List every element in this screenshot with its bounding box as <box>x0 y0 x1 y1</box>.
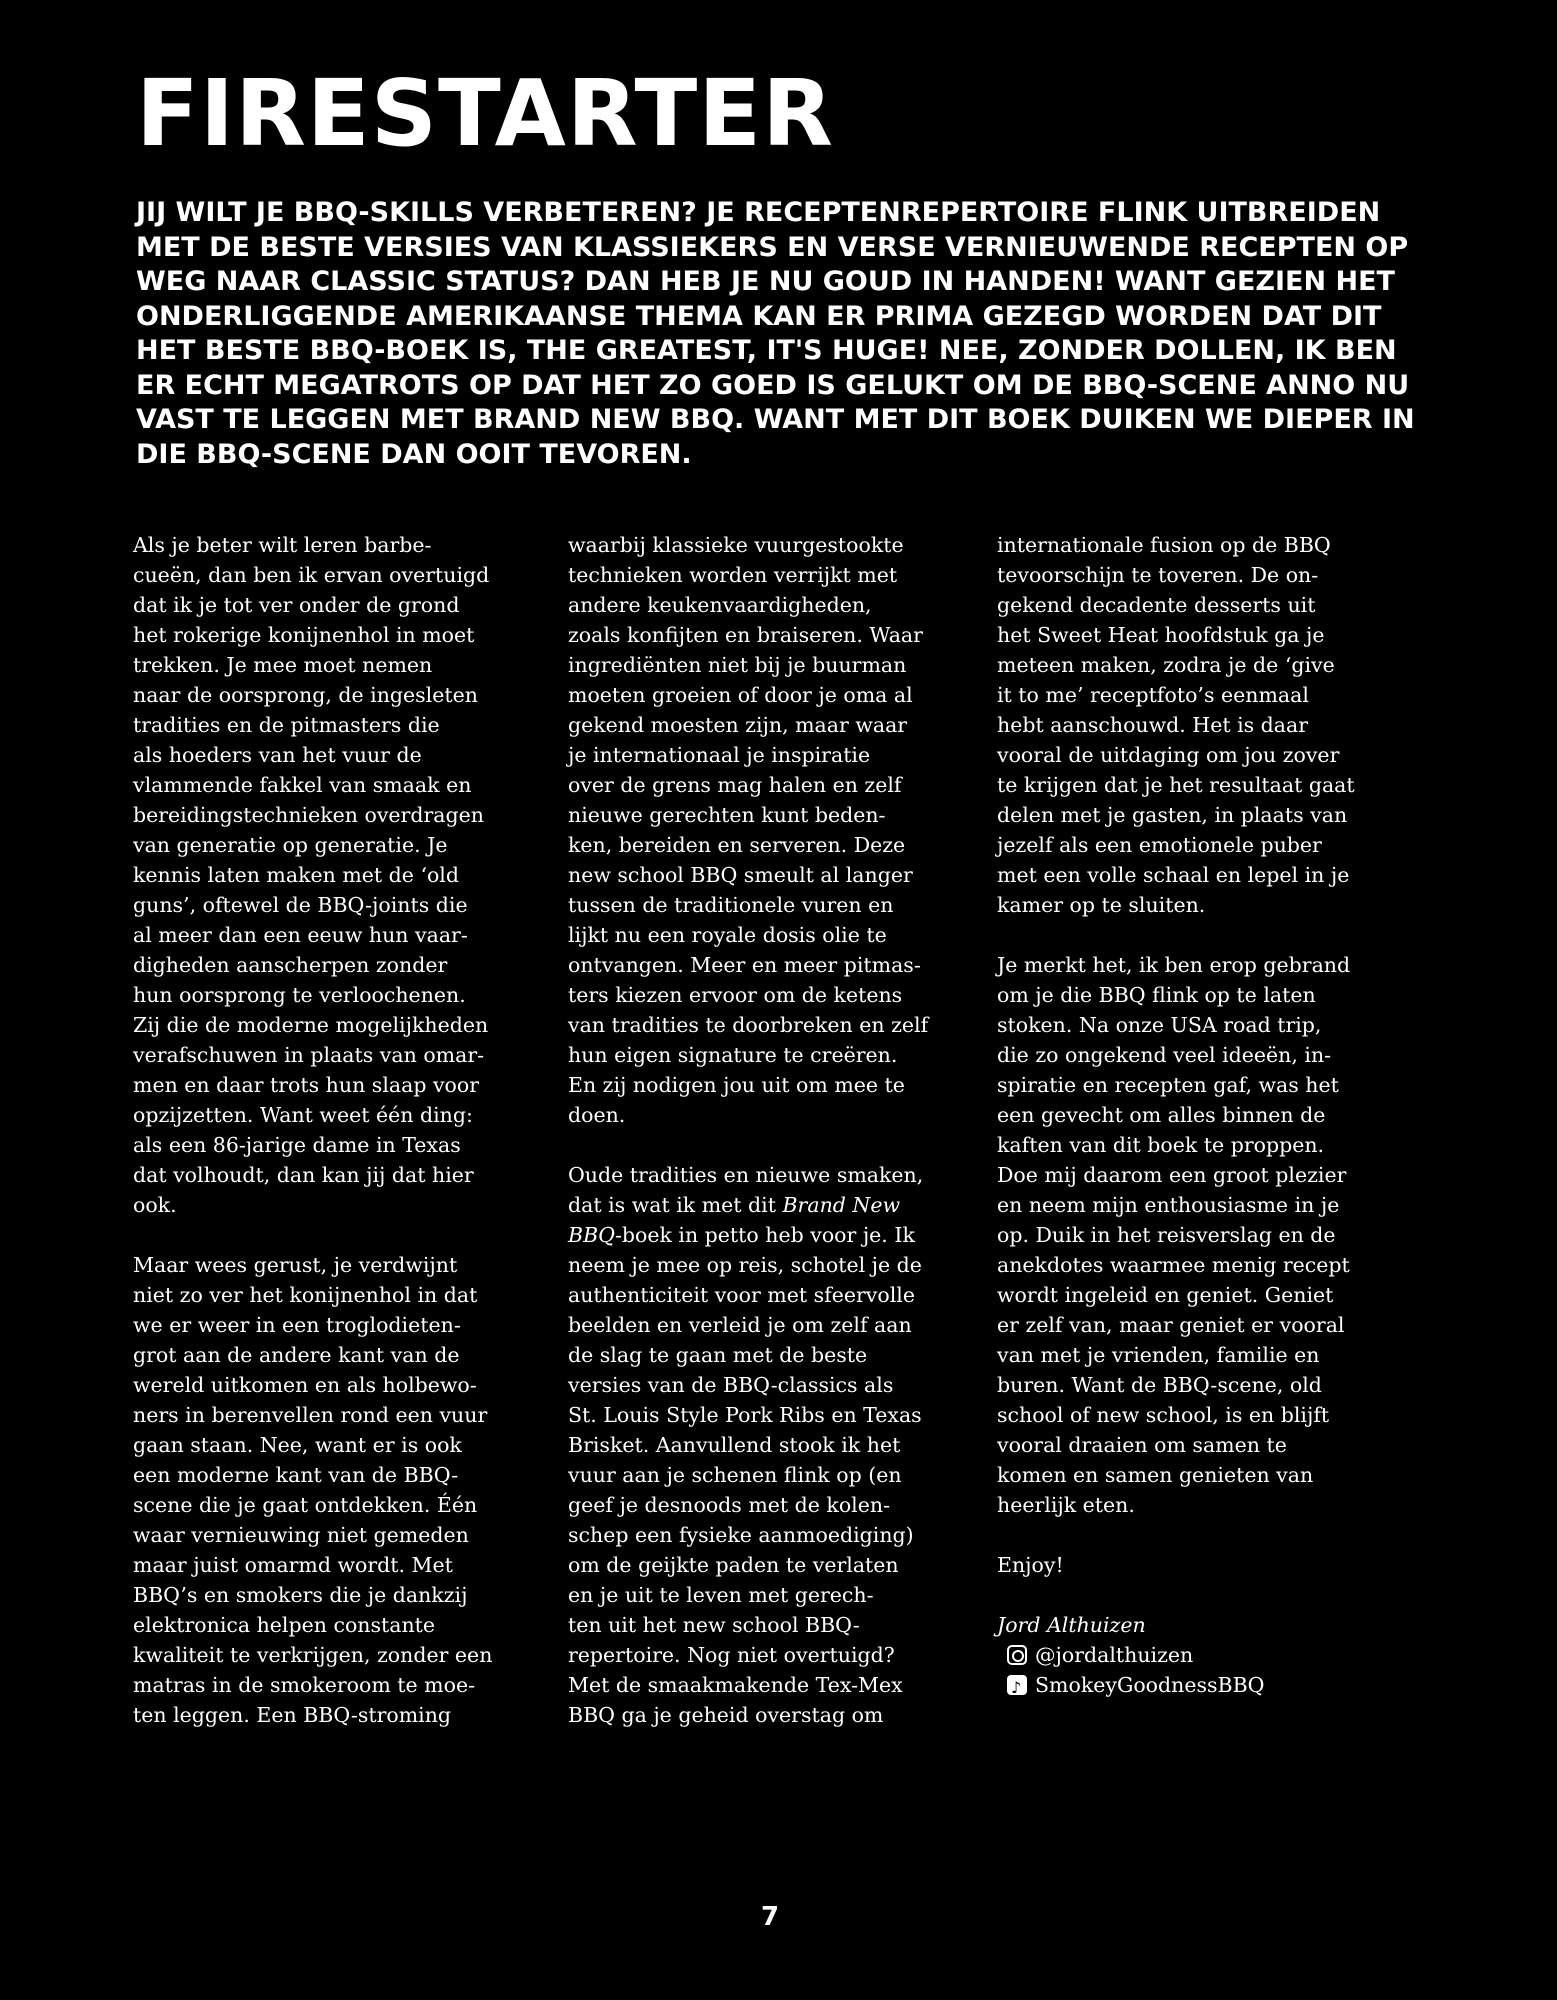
tiktok-handle <box>997 1670 1427 1700</box>
paragraph <box>568 1160 988 1730</box>
paragraph-text: -boek in petto heb voor je. Ik neem je mee op reis, schotel je de authenticiteit voor met sfeervolle beelden en verleid je om zelf aan de slag te gaan met de beste versies van de BBQ-classics als St. Louis Style Pork Ribs en Texas Brisket. Aanvullend stook ik het vuur aan je schenen flink op (en geef je desnoods met de kolen- schep een fysieke aanmoediging) om de geijkte paden te verlaten en je uit te leven met gerech- ten uit het new school BBQ- repertoire. Nog niet overtuigd? Met de smaakmakende Tex-Mex BBQ ga je geheid overstag om <box>568 1223 922 1727</box>
page-title: FIRESTARTER <box>136 60 834 167</box>
paragraph: waarbij klassieke vuurgestookte technieken worden verrijkt met andere keukenvaardigheden, zoals konfijten en braiseren. Waar ingrediënten niet bij je buurman moeten groeien of door je oma al gekend moesten zijn, maar waar je internationaal je inspiratie over de grens mag halen en zelf nieuwe gerechten kunt beden- ken, bereiden en serveren. Deze new school BBQ smeult al langer tussen de traditionele vuren en lijkt nu een royale dosis olie te ontvangen. Meer en meer pitmas- ters kiezen ervoor om de ketens van tradities te doorbreken en zelf hun eigen signature te creëren. En zij nodigen jou uit om mee te doen. <box>568 533 929 1127</box>
column-3 <box>997 530 1427 1700</box>
paragraph: Als je beter wilt leren barbe- cueën, dan ben ik ervan overtuigd dat ik je tot ver onder de grond het rokerige konijnenhol in moet trekken. Je mee moet nemen naar de oorsprong, de ingesleten tradities en de pitmasters die als hoeders van het vuur de vlammende fakkel van smaak en bereidingstechnieken overdragen van generatie op generatie. Je kennis laten maken met de ‘old guns’, oftewel de BBQ-joints die al meer dan een eeuw hun vaar- digheden aanscherpen zonder hun oorsprong te verloochenen. Zij die de moderne mogelijkheden verafschuwen in plaats van omar- men en daar trots hun slaap voor opzijzetten. Want weet één ding: als een 86-jarige dame in Texas dat volhoudt, dan kan jij dat hier ook. <box>133 533 490 1217</box>
instagram-handle <box>997 1640 1427 1670</box>
paragraph-text: Oude tradities en nieuwe smaken, dat is wat ik met dit <box>568 1163 924 1217</box>
column-2 <box>568 530 988 1730</box>
intro-text: JIJ WILT JE BBQ-SKILLS VERBETEREN? JE RECEPTENREPERTOIRE FLINK UITBREIDEN MET DE BESTE VERSIES VAN KLASSIEKERS EN VERSE VERNIEUWENDE RECEPTEN OP WEG NAAR CLASSIC STATUS? DAN HEB JE NU GOUD IN HANDEN! WANT GEZIEN HET ONDERLIGGENDE AMERIKAANSE THEMA KAN ER PRIMA GEZEGD WORDEN DAT DIT HET BESTE BBQ-BOEK IS, THE GREATEST, IT'S HUGE! NEE, ZONDER DOLLEN, IK BEN ER ECHT MEGATROTS OP DAT HET ZO GOED IS GELUKT OM DE BBQ-SCENE ANNO NU VAST TE LEGGEN MET BRAND NEW BBQ. WANT MET DIT BOEK DUIKEN WE DIEPER IN DIE BBQ-SCENE DAN OOIT TEVOREN. <box>136 197 1415 470</box>
tiktok-handle-text: SmokeyGoodnessBBQ <box>1035 1673 1265 1697</box>
instagram-handle-text: @jordalthuizen <box>1035 1643 1194 1667</box>
paragraph: internationale fusion op de BBQ tevoorschijn te toveren. De on- gekend decadente desserts uit het Sweet Heat hoofdstuk ga je meteen maken, zodra je de ‘give it to me’ receptfoto’s eenmaal hebt aanschouwd. Het is daar vooral de uitdaging om jou zover te krijgen dat je het resultaat gaat delen met je gasten, in plaats van jezelf als een emotionele puber met een volle schaal en lepel in je kamer op te sluiten. <box>997 533 1355 917</box>
column-1 <box>133 530 553 1730</box>
paragraph: Maar wees gerust, je verdwijnt niet zo ver het konijnenhol in dat we er weer in een troglodieten- grot aan de andere kant van de wereld uitkomen en als holbewo- ners in berenvellen rond een vuur gaan staan. Nee, want er is ook een moderne kant van de BBQ- scene die je gaat ontdekken. Één waar vernieuwing niet gemeden maar juist omarmd wordt. Met BBQ’s en smokers die je dankzij elektronica helpen constante kwaliteit te verkrijgen, zonder een matras in de smokeroom te moe- ten leggen. Een BBQ-stroming <box>133 1253 493 1727</box>
signature-block <box>997 1610 1427 1700</box>
book-title: Brand New BBQ <box>568 1193 901 1247</box>
page-number: 7 <box>760 1902 780 1932</box>
author-name: Jord Althuizen <box>997 1613 1146 1637</box>
paragraph: Je merkt het, ik ben erop gebrand om je die BBQ flink op te laten stoken. Na onze USA road trip, die zo ongekend veel ideeën, in- spiratie en recepten gaf, was het een gevecht om alles binnen de kaften van dit boek te proppen. Doe mij daarom een groot plezier en neem mijn enthousiasme in je op. Duik in het reisverslag en de anekdotes waarmee menig recept wordt ingeleid en geniet. Geniet er zelf van, maar geniet er vooral van met je vrienden, familie en buren. Want de BBQ-scene, old school of new school, is en blijft vooral draaien om samen te komen en samen genieten van heerlijk eten. <box>997 953 1351 1517</box>
sign-off: Enjoy! <box>997 1553 1064 1577</box>
tiktok-icon <box>1007 1675 1027 1695</box>
instagram-icon <box>1007 1645 1027 1665</box>
